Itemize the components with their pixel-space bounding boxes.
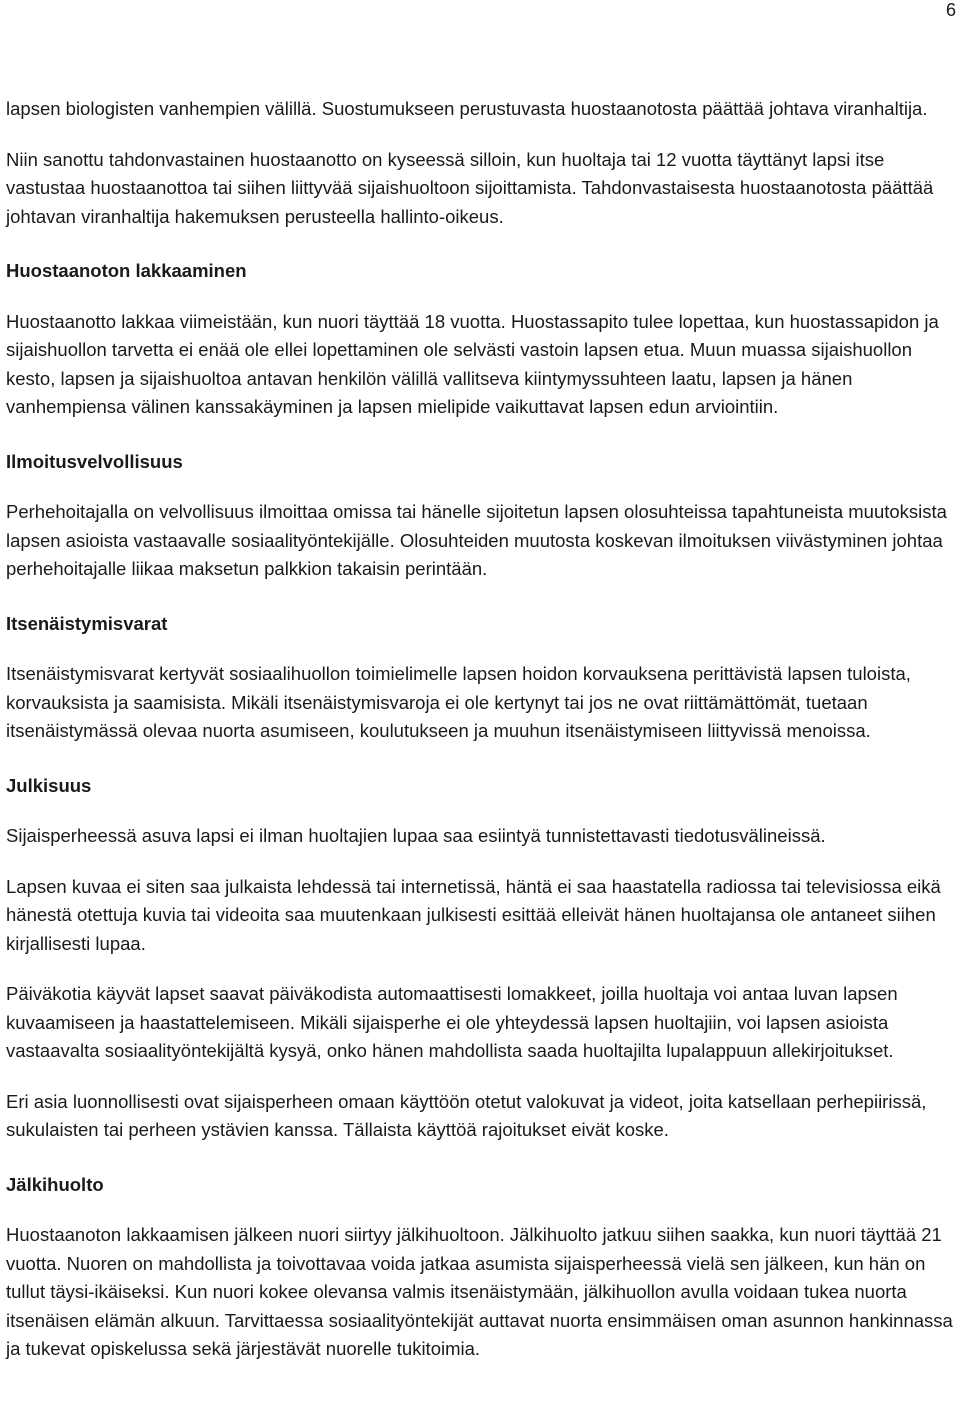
- document-body: [6, 95, 954, 1364]
- heading-julkisuus: Julkisuus: [6, 774, 92, 796]
- intro-paragraph-2: Niin sanottu tahdonvastainen huostaanotto on kyseessä silloin, kun huoltaja tai 12 vuotta täyttänyt lapsi itse vastustaa huostaanottoa tai siihen liittyvää sijaishuoltoon sijoittamista. Tahdonvastaisesta huostaanotosta päättää johtavan viranhaltija hakemuksen perusteella hallinto-oikeus.: [6, 148, 934, 227]
- page-number: 6: [945, 0, 956, 20]
- lakkaaminen-paragraph: Huostaanotto lakkaa viimeistään, kun nuori täyttää 18 vuotta. Huostassapito tulee lopettaa, kun huostassapidon ja sijaishuollon tarvetta ei enää ole ellei lopettaminen ole selvästi vastoin lapsen etua. Muun muassa sijaishuollon kesto, lapsen ja sijaishuoltoa antavan henkilön välillä vallitseva kiintymyssuhteen laatu, lapsen ja hänen vanhempiensa välinen kanssakäyminen ja lapsen mielipide vaikuttavat lapsen edun arviointiin.: [6, 310, 939, 417]
- julkisuus-paragraph-4: Eri asia luonnollisesti ovat sijaisperheen omaan käyttöön otetut valokuvat ja videot, joita katsellaan perhepiirissä, sukulaisten tai perheen ystävien kanssa. Tällaista käyttöä rajoitukset eivät koske.: [6, 1090, 927, 1140]
- heading-itsenaistymisvarat: Itsenäistymisvarat: [6, 612, 168, 634]
- heading-huostaanoton-lakkaaminen: Huostaanoton lakkaaminen: [6, 260, 247, 281]
- julkisuus-paragraph-1: Sijaisperheessä asuva lapsi ei ilman huoltajien lupaa saa esiintyä tunnistettavasti tiedotusvälineissä.: [6, 825, 826, 846]
- ilmoitus-paragraph: Perhehoitajalla on velvollisuus ilmoittaa omissa tai hänelle sijoitetun lapsen olosuhteissa tapahtuneista muutoksista lapsen asioista vastaavalle sosiaalityöntekijälle. Olosuhteiden muutosta koskevan ilmoituksen viivästyminen johtaa perhehoitajalle liikaa maksetun palkkion takaisin perintään.: [6, 501, 947, 579]
- heading-jalkihuolto: Jälkihuolto: [6, 1173, 104, 1195]
- intro-paragraph-1: lapsen biologisten vanhempien välillä. Suostumukseen perustuvasta huostaanotosta päättää johtava viranhaltija.: [6, 98, 928, 119]
- jalkihuolto-paragraph: Huostaanoton lakkaamisen jälkeen nuori siirtyy jälkihuoltoon. Jälkihuolto jatkuu siihen saakka, kun nuori täyttää 21 vuotta. Nuoren on mahdollista ja toivottavaa voida jatkaa asumista sijaisperheessä vielä sen jälkeen, kun hän on tullut täysi-ikäiseksi. Kun nuori kokee olevansa valmis itsenäistymään, jälkihuollon avulla voidaan tukea nuorta itsenäisen elämän alkuun. Tarvittaessa sosiaalityöntekijät auttavat nuorta ensimmäisen oman asunnon hankinnassa ja tukevat opiskelussa sekä järjestävät nuorelle tukitoimia.: [6, 1224, 953, 1359]
- itsenaistymisvarat-paragraph: Itsenäistymisvarat kertyvät sosiaalihuollon toimielimelle lapsen hoidon korvauksena perittävistä lapsen tuloista, korvauksista ja saamisista. Mikäli itsenäistymisvaroja ei ole kertynyt tai jos ne ovat riittämättömät, tuetaan itsenäistymässä olevaa nuorta asumiseen, koulutukseen ja muuhun itsenäistymiseen liittyvissä menoissa.: [6, 663, 911, 741]
- julkisuus-paragraph-3: Päiväkotia käyvät lapset saavat päiväkodista automaattisesti lomakkeet, joilla huoltaja voi antaa luvan lapsen kuvaamiseen ja haastattelemiseen. Mikäli sijaisperhe ei ole yhteydessä lapsen huoltajiin, voi lapsen asioista vastaavalta sosiaalityöntekijältä kysyä, onko hänen mahdollista saada huoltajilta lupalappuun allekirjoitukset.: [6, 983, 898, 1061]
- heading-ilmoitusvelvollisuus: Ilmoitusvelvollisuus: [6, 450, 183, 472]
- julkisuus-paragraph-2: Lapsen kuvaa ei siten saa julkaista lehdessä tai internetissä, häntä ei saa haastatella radiossa tai televisiossa eikä hänestä otettuja kuvia tai videoita saa muutenkaan julkisesti esittää elleivät hänen huoltajansa ole antaneet siihen kirjallisesti lupaa.: [6, 875, 941, 954]
